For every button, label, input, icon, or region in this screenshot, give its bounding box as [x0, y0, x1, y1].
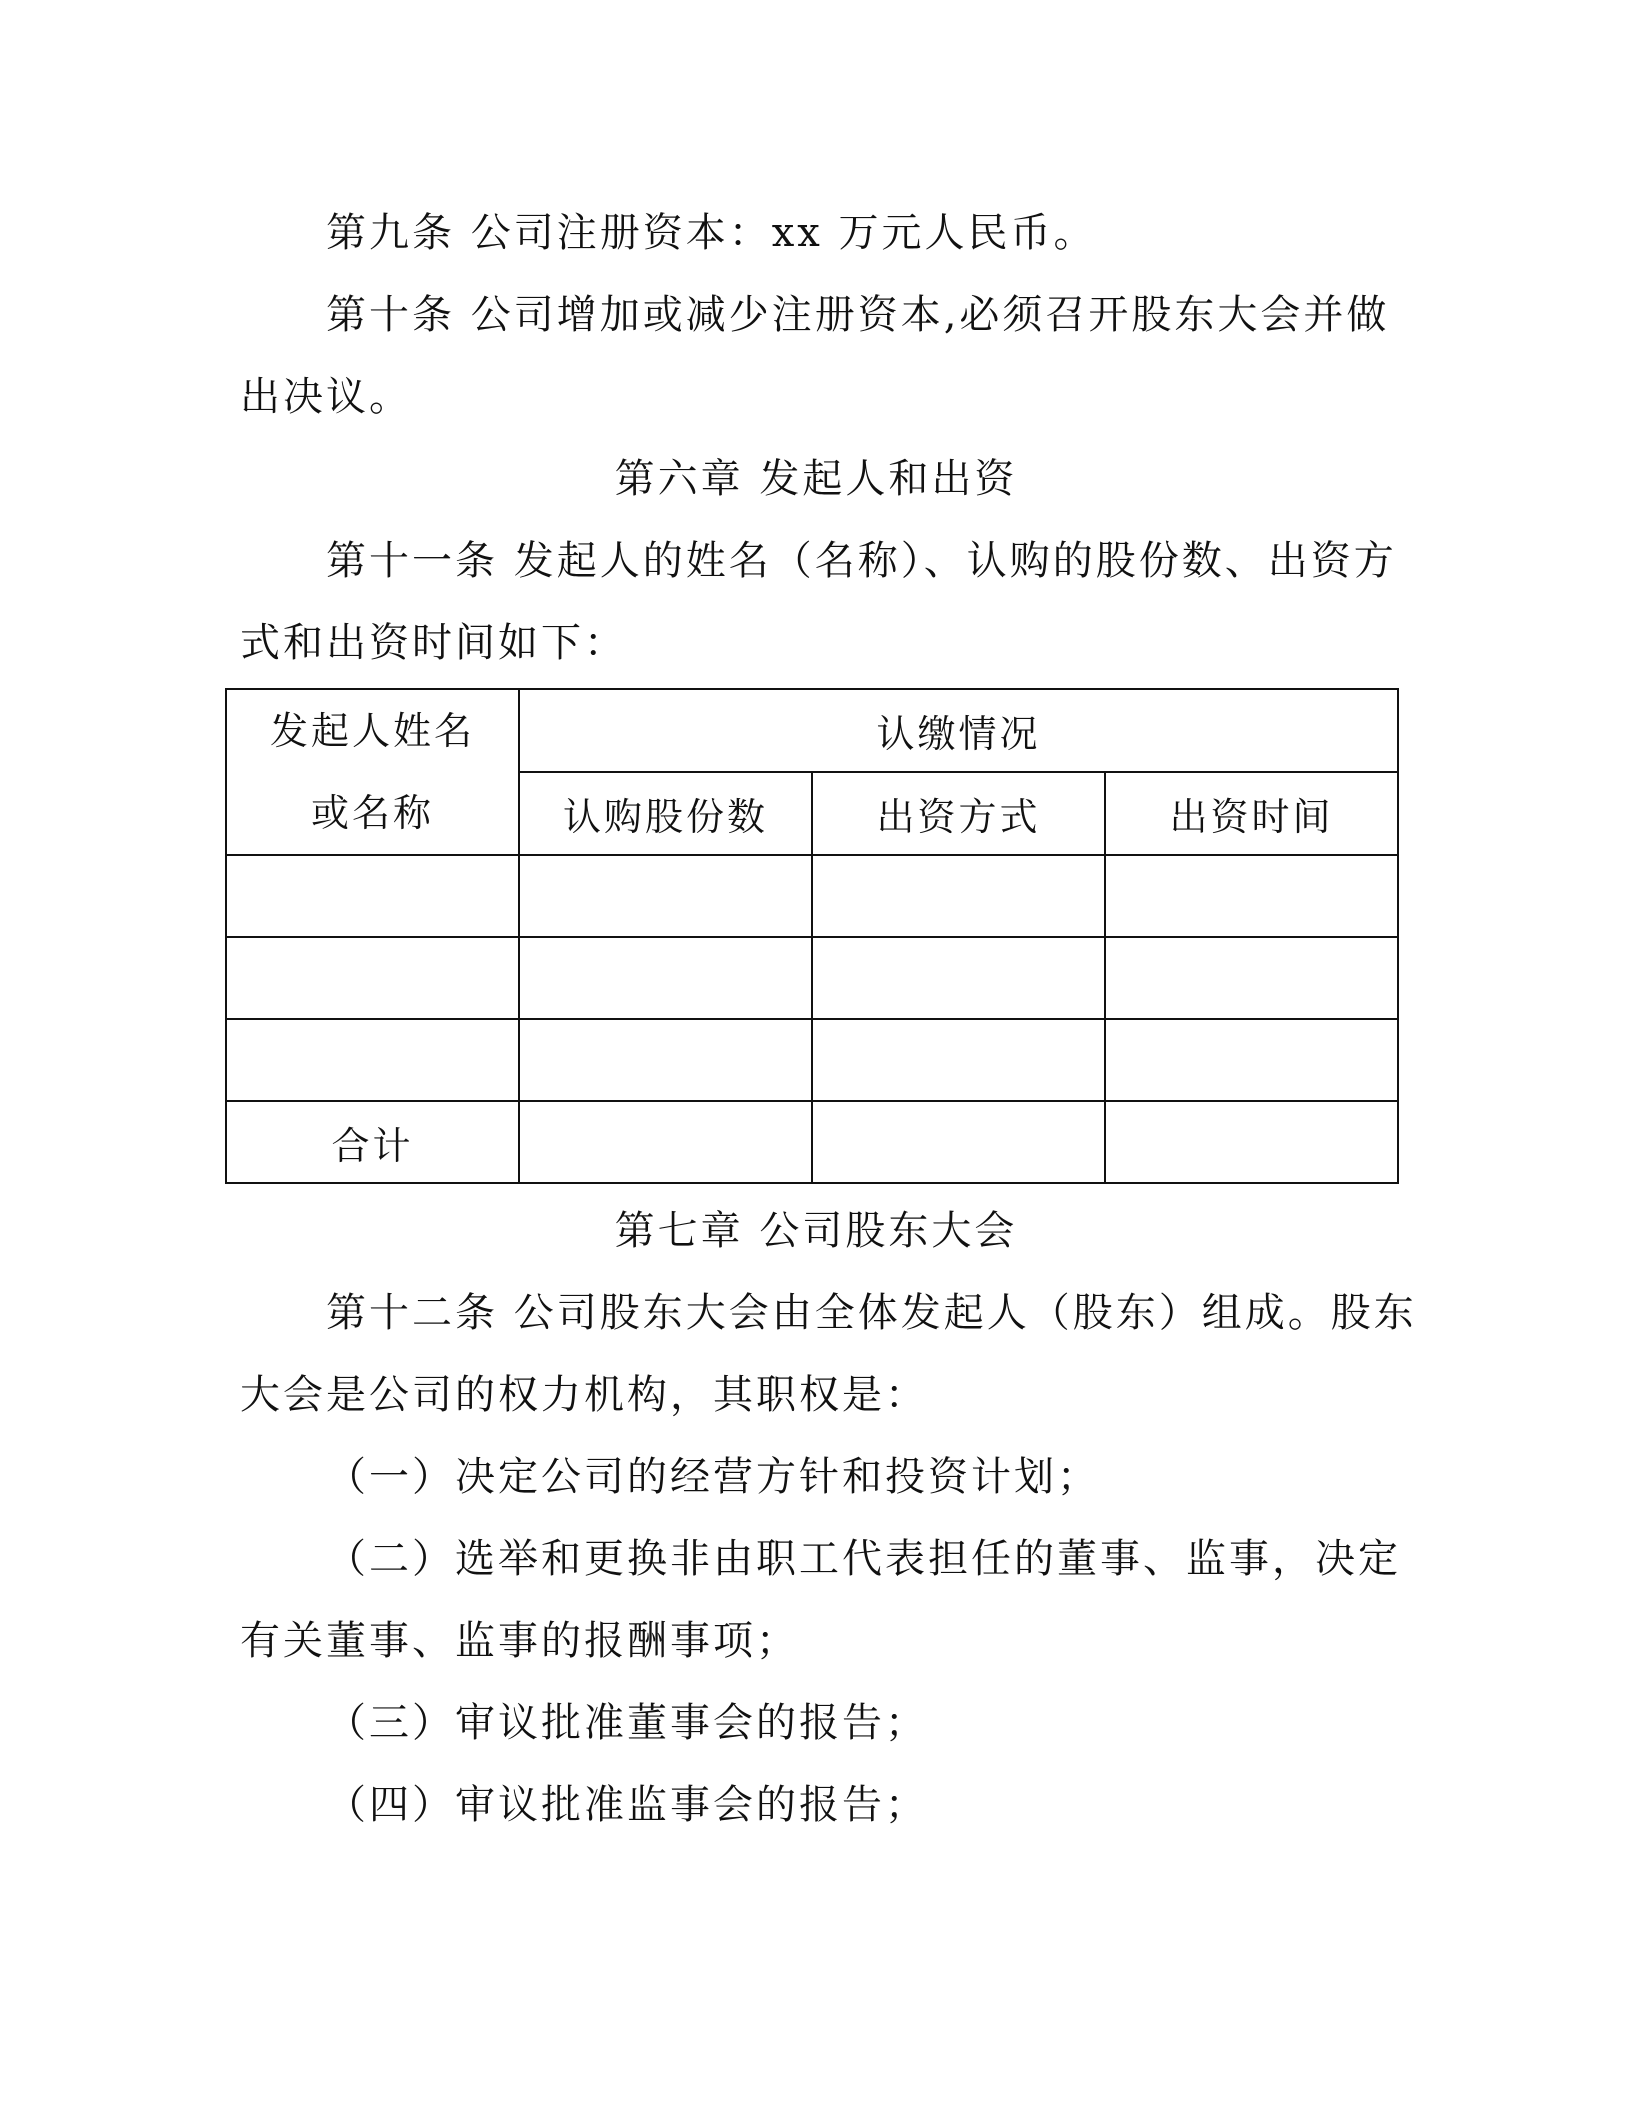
item-1: [240, 1436, 1400, 1518]
article-12: [240, 1272, 1417, 1436]
founders-table: [225, 688, 1399, 1184]
article-12-line-1: 第十二条 公司股东大会由全体发起人（股东）组成。股东: [326, 1290, 1417, 1336]
article-9: [240, 192, 1400, 274]
table-cell[interactable]: [226, 937, 519, 1019]
table-cell[interactable]: [1105, 1019, 1398, 1101]
article-10: [240, 274, 1400, 438]
table-cell[interactable]: [812, 1101, 1105, 1183]
item-4: [240, 1764, 1400, 1846]
time-column-header: 出资时间: [1105, 772, 1398, 855]
item-3-text: （三）审议批准董事会的报告；: [326, 1700, 928, 1746]
table-cell[interactable]: [812, 937, 1105, 1019]
subscription-header: 认缴情况: [519, 689, 1398, 772]
table-row: [226, 937, 1398, 1019]
article-11-line-2: 式和出资时间如下：: [240, 620, 627, 666]
article-12-line-2: 大会是公司的权力机构，其职权是：: [240, 1372, 928, 1418]
table-cell[interactable]: [226, 855, 519, 937]
article-11-line-1: 第十一条 发起人的姓名（名称）、认购的股份数、出资方: [326, 538, 1397, 584]
table-cell[interactable]: [1105, 855, 1398, 937]
founder-name-header: [226, 689, 519, 855]
item-2-line-2: 有关董事、监事的报酬事项；: [240, 1618, 799, 1664]
item-2-line-1: （二）选举和更换非由职工代表担任的董事、监事，决定: [326, 1536, 1401, 1582]
table-cell[interactable]: [812, 855, 1105, 937]
item-4-text: （四）审议批准监事会的报告；: [326, 1782, 928, 1828]
table-header-row-1: [226, 689, 1398, 772]
table-row: [226, 1019, 1398, 1101]
article-9-text: 第九条 公司注册资本：xx 万元人民币。: [326, 210, 1097, 256]
shares-column-header: 认购股份数: [519, 772, 812, 855]
article-10-line-2: 出决议。: [240, 374, 412, 420]
chapter-6-heading: 第六章 发起人和出资: [614, 456, 1018, 502]
table-cell[interactable]: [519, 855, 812, 937]
chapter-7-heading: 第七章 公司股东大会: [614, 1208, 1018, 1254]
total-label: 合计: [226, 1101, 519, 1183]
table-total-row: [226, 1101, 1398, 1183]
table-cell[interactable]: [812, 1019, 1105, 1101]
item-2: [240, 1518, 1400, 1682]
founder-name-header-line-1: 发起人姓名: [269, 709, 475, 753]
method-column-header: 出资方式: [812, 772, 1105, 855]
table-cell[interactable]: [1105, 1101, 1398, 1183]
table-cell[interactable]: [519, 937, 812, 1019]
table-cell[interactable]: [519, 1019, 812, 1101]
table-row: [226, 855, 1398, 937]
founder-name-header-line-2: 或名称: [310, 791, 434, 835]
item-3: [240, 1682, 1400, 1764]
item-1-text: （一）决定公司的经营方针和投资计划；: [326, 1454, 1100, 1500]
article-11: [240, 520, 1400, 684]
table-cell[interactable]: [519, 1101, 812, 1183]
table-cell[interactable]: [1105, 937, 1398, 1019]
table-cell[interactable]: [226, 1019, 519, 1101]
article-10-line-1: 第十条 公司增加或减少注册资本,必须召开股东大会并做: [326, 292, 1390, 338]
